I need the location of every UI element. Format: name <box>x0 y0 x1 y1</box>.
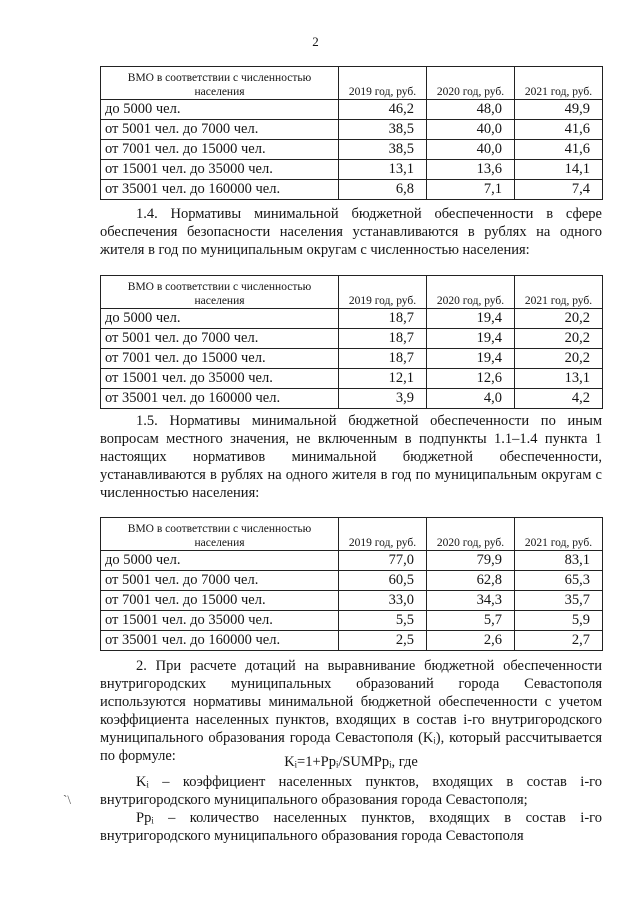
table-row <box>101 120 603 140</box>
table-row <box>101 369 603 389</box>
table-norms-2 <box>100 275 603 409</box>
row-value-2020: 79,9 <box>427 551 515 571</box>
row-value-2019: 77,0 <box>339 551 427 571</box>
header-2019: 2019 год, руб. <box>339 518 427 551</box>
row-value-2020: 7,1 <box>427 180 515 200</box>
row-value-2020: 34,3 <box>427 591 515 611</box>
row-value-2019: 12,1 <box>339 369 427 389</box>
definition-ki: Kᵢ – коэффициент населенных пунктов, входящих в состав i-го внутригородского муниципального образования города Севастополя; <box>100 774 602 808</box>
table-row <box>101 160 603 180</box>
row-value-2019: 18,7 <box>339 309 427 329</box>
paragraph-1-5: 1.5. Нормативы минимальной бюджетной обеспеченности по иным вопросам местного значения, не включенным в подпункты 1.1–1.4 пункта 1 настоящих нормативов минимальной бюджетной обеспеченности, устанавливаются в рублях на одного жителя в год по муниципальным округам с численностью населения: <box>100 413 602 501</box>
table-row <box>101 571 603 591</box>
header-category: ВМО в соответствии с численностью населения <box>101 518 339 551</box>
table-header-row <box>101 276 603 309</box>
table-row <box>101 389 603 409</box>
header-2021: 2021 год, руб. <box>515 518 603 551</box>
row-category: до 5000 чел. <box>101 309 339 329</box>
row-value-2019: 3,9 <box>339 389 427 409</box>
table-row <box>101 309 603 329</box>
table-norms-3 <box>100 517 603 651</box>
row-value-2020: 19,4 <box>427 329 515 349</box>
row-value-2021: 5,9 <box>515 611 603 631</box>
row-value-2020: 5,7 <box>427 611 515 631</box>
row-category: от 7001 чел. до 15000 чел. <box>101 349 339 369</box>
header-2020: 2020 год, руб. <box>427 276 515 309</box>
definition-ppi: Ppᵢ – количество населенных пунктов, входящих в состав i-го внутригородского муниципального образования города Севастополя <box>100 810 602 844</box>
row-value-2020: 40,0 <box>427 120 515 140</box>
row-value-2020: 19,4 <box>427 309 515 329</box>
row-value-2020: 2,6 <box>427 631 515 651</box>
table-row <box>101 140 603 160</box>
row-category: от 7001 чел. до 15000 чел. <box>101 140 339 160</box>
table-header-row <box>101 518 603 551</box>
row-value-2019: 38,5 <box>339 140 427 160</box>
row-category: от 15001 чел. до 35000 чел. <box>101 611 339 631</box>
header-2021: 2021 год, руб. <box>515 276 603 309</box>
row-category: от 35001 чел. до 160000 чел. <box>101 180 339 200</box>
row-value-2019: 13,1 <box>339 160 427 180</box>
header-2021: 2021 год, руб. <box>515 67 603 100</box>
row-category: от 15001 чел. до 35000 чел. <box>101 160 339 180</box>
header-2020: 2020 год, руб. <box>427 518 515 551</box>
row-category: до 5000 чел. <box>101 100 339 120</box>
row-value-2021: 35,7 <box>515 591 603 611</box>
table-row <box>101 180 603 200</box>
table-row <box>101 329 603 349</box>
row-value-2020: 4,0 <box>427 389 515 409</box>
header-2019: 2019 год, руб. <box>339 276 427 309</box>
row-value-2019: 6,8 <box>339 180 427 200</box>
table-row <box>101 349 603 369</box>
row-value-2019: 18,7 <box>339 329 427 349</box>
row-value-2020: 19,4 <box>427 349 515 369</box>
stray-mark: `\ <box>63 792 71 807</box>
row-value-2019: 46,2 <box>339 100 427 120</box>
row-category: от 5001 чел. до 7000 чел. <box>101 571 339 591</box>
table-row <box>101 591 603 611</box>
row-category: от 15001 чел. до 35000 чел. <box>101 369 339 389</box>
row-category: от 5001 чел. до 7000 чел. <box>101 329 339 349</box>
table-row <box>101 631 603 651</box>
row-value-2021: 41,6 <box>515 120 603 140</box>
header-category: ВМО в соответствии с численностью населения <box>101 276 339 309</box>
row-value-2019: 18,7 <box>339 349 427 369</box>
row-value-2021: 4,2 <box>515 389 603 409</box>
table-header-row <box>101 67 603 100</box>
row-value-2021: 2,7 <box>515 631 603 651</box>
row-value-2019: 60,5 <box>339 571 427 591</box>
row-value-2021: 49,9 <box>515 100 603 120</box>
row-category: от 5001 чел. до 7000 чел. <box>101 120 339 140</box>
row-category: до 5000 чел. <box>101 551 339 571</box>
row-value-2021: 13,1 <box>515 369 603 389</box>
paragraph-2: 2. При расчете дотаций на выравнивание бюджетной обеспеченности внутригородских муниципальных образований города Севастополя используются нормативы минимальной бюджетной обеспеченности с учетом коэффициента населенных пунктов, входящих в состав i-го внутригородского муниципального образования города Севастополя (Kᵢ), который рассчитывается по формуле: <box>100 658 602 764</box>
row-value-2021: 65,3 <box>515 571 603 591</box>
row-value-2020: 48,0 <box>427 100 515 120</box>
row-category: от 7001 чел. до 15000 чел. <box>101 591 339 611</box>
table-norms-1 <box>100 66 603 200</box>
row-value-2021: 41,6 <box>515 140 603 160</box>
row-value-2021: 20,2 <box>515 309 603 329</box>
row-value-2019: 5,5 <box>339 611 427 631</box>
row-value-2020: 13,6 <box>427 160 515 180</box>
row-value-2021: 20,2 <box>515 329 603 349</box>
row-value-2020: 62,8 <box>427 571 515 591</box>
row-value-2020: 40,0 <box>427 140 515 160</box>
row-category: от 35001 чел. до 160000 чел. <box>101 389 339 409</box>
header-category: ВМО в соответствии с численностью населения <box>101 67 339 100</box>
row-value-2020: 12,6 <box>427 369 515 389</box>
formula: Kᵢ=1+Ppᵢ/SUMPpᵢ, где <box>284 754 418 770</box>
page-number: 2 <box>312 34 319 49</box>
header-2019: 2019 год, руб. <box>339 67 427 100</box>
row-value-2019: 33,0 <box>339 591 427 611</box>
row-value-2021: 83,1 <box>515 551 603 571</box>
row-value-2019: 38,5 <box>339 120 427 140</box>
row-value-2021: 7,4 <box>515 180 603 200</box>
row-value-2019: 2,5 <box>339 631 427 651</box>
row-category: от 35001 чел. до 160000 чел. <box>101 631 339 651</box>
row-value-2021: 20,2 <box>515 349 603 369</box>
header-2020: 2020 год, руб. <box>427 67 515 100</box>
row-value-2021: 14,1 <box>515 160 603 180</box>
table-row <box>101 551 603 571</box>
table-row <box>101 100 603 120</box>
paragraph-1-4: 1.4. Нормативы минимальной бюджетной обеспеченности в сфере обеспечения безопасности населения устанавливаются в рублях на одного жителя в год по муниципальным округам с численностью населения: <box>100 206 602 258</box>
table-row <box>101 611 603 631</box>
